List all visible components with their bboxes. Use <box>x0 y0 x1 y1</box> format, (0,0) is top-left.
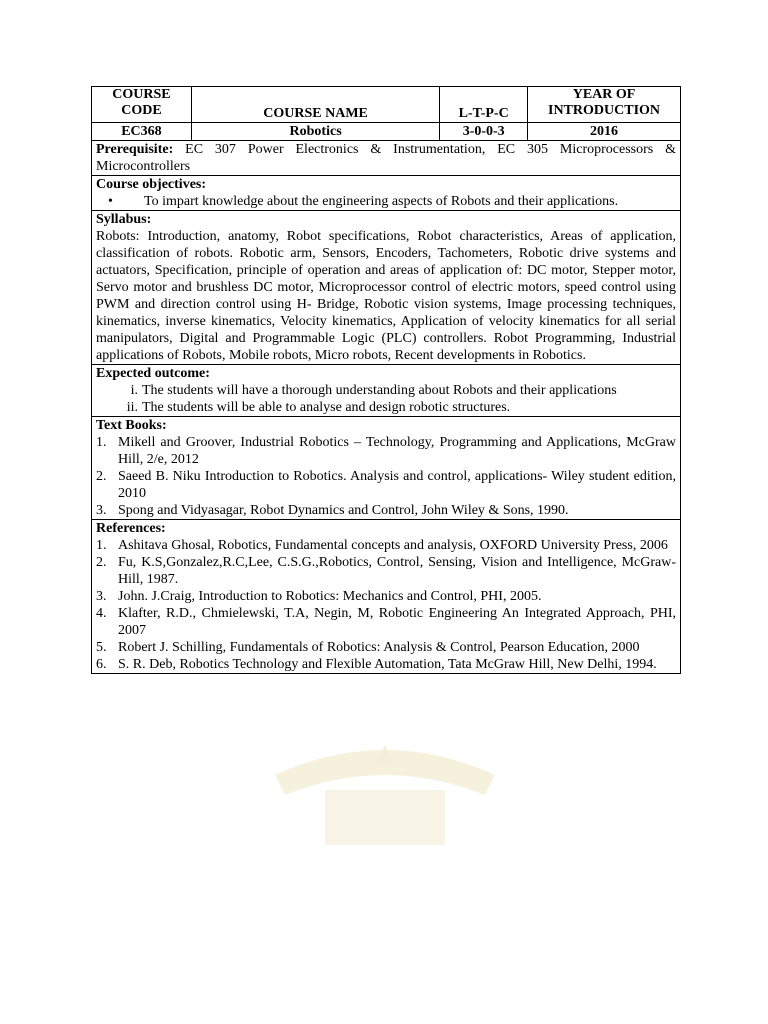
outcome-row <box>92 365 681 417</box>
reference-text: Ashitava Ghosal, Robotics, Fundamental concepts and analysis, OXFORD University Press, 2006 <box>118 538 668 553</box>
outcome-item <box>96 399 676 416</box>
university-emblem-watermark <box>265 735 505 845</box>
textbook-number: 1. <box>96 435 107 450</box>
reference-text: Robert J. Schilling, Fundamentals of Robotics: Analysis & Control, Pearson Education, 2000 <box>118 640 640 655</box>
reference-item <box>96 554 676 588</box>
reference-text: Fu, K.S,Gonzalez,R.C,Lee, C.S.G.,Robotics, Control, Sensing, Vision and Intelligence, McGraw-Hill, 1987. <box>118 555 676 587</box>
textbooks-cell <box>92 417 681 520</box>
reference-number: 2. <box>96 555 107 570</box>
bullet-icon: • <box>108 194 113 209</box>
reference-item <box>96 588 676 605</box>
outcome-number: ii. <box>126 400 138 415</box>
course-name-value: Robotics <box>191 123 439 141</box>
prerequisite-row <box>92 141 681 176</box>
reference-item <box>96 639 676 656</box>
header-ltpc: L-T-P-C <box>440 87 528 123</box>
textbook-text: Spong and Vidyasagar, Robot Dynamics and Control, John Wiley & Sons, 1990. <box>118 503 569 518</box>
references-label: References: <box>96 521 166 536</box>
outcome-label: Expected outcome: <box>96 366 210 381</box>
syllabus-cell <box>92 211 681 365</box>
reference-number: 3. <box>96 589 107 604</box>
objectives-label: Course objectives: <box>96 177 207 192</box>
header-year-of-introduction: YEAR OF INTRODUCTION <box>528 87 681 123</box>
reference-item <box>96 537 676 554</box>
objective-item <box>96 193 676 210</box>
outcome-cell <box>92 365 681 417</box>
objectives-cell <box>92 176 681 211</box>
reference-item <box>96 656 676 673</box>
prerequisite-text: EC 307 Power Electronics & Instrumentation, EC 305 Microprocessors & Microcontrollers <box>96 142 676 174</box>
textbooks-label: Text Books: <box>96 418 167 433</box>
outcome-number: i. <box>130 383 138 398</box>
reference-item <box>96 605 676 639</box>
reference-number: 6. <box>96 657 107 672</box>
course-ltpc-value: 3-0-0-3 <box>440 123 528 141</box>
reference-number: 4. <box>96 606 107 621</box>
outcome-text: The students will be able to analyse and design robotic structures. <box>142 400 511 415</box>
objectives-row <box>92 176 681 211</box>
header-course-name: COURSE NAME <box>191 87 439 123</box>
textbook-item <box>96 468 676 502</box>
textbook-item <box>96 502 676 519</box>
syllabus-label: Syllabus: <box>96 212 152 227</box>
course-code-value: EC368 <box>92 123 192 141</box>
outcome-text: The students will have a thorough understanding about Robots and their applications <box>142 383 617 398</box>
header-course-code: COURSE CODE <box>92 87 192 123</box>
reference-number: 5. <box>96 640 107 655</box>
reference-text: Klafter, R.D., Chmielewski, T.A, Negin, M, Robotic Engineering An Integrated Approach, PHI, 2007 <box>118 606 676 638</box>
prerequisite-label: Prerequisite: <box>96 142 174 157</box>
references-cell <box>92 520 681 674</box>
textbook-text: Mikell and Groover, Industrial Robotics – Technology, Programming and Applications, McGraw Hill, 2/e, 2012 <box>118 435 676 467</box>
textbooks-row <box>92 417 681 520</box>
textbook-number: 2. <box>96 469 107 484</box>
syllabus-text: Robots: Introduction, anatomy, Robot specifications, Robot characteristics, Areas of application, classification of robots. Robotic arm, Sensors, Encoders, Tachometers, Robotic drive systems and actuators, Specification, principle of operation and areas of application of: DC motor, Stepper motor, Servo motor and brushless DC motor, Microprocessor control of electric motors, speed control using PWM and direction control using H- Bridge, Robotic vision systems, Image processing techniques, kinematics, inverse kinematics, Velocity kinematics, Application of velocity kinematics for all serial manipulators, Digital and Programmable Logic (PLC) controllers. Robot Programming, Industrial applications of Robots, Mobile robots, Micro robots, Recent developments in Robotics. <box>96 229 676 363</box>
textbook-text: Saeed B. Niku Introduction to Robotics. Analysis and control, applications- Wiley student edition, 2010 <box>118 469 676 501</box>
references-row <box>92 520 681 674</box>
course-values-row <box>92 123 681 141</box>
reference-text: S. R. Deb, Robotics Technology and Flexible Automation, Tata McGraw Hill, New Delhi, 1994. <box>118 657 657 672</box>
prerequisite-cell <box>92 141 681 176</box>
textbook-number: 3. <box>96 503 107 518</box>
reference-text: John. J.Craig, Introduction to Robotics: Mechanics and Control, PHI, 2005. <box>118 589 542 604</box>
course-year-value: 2016 <box>528 123 681 141</box>
outcome-item <box>96 382 676 399</box>
reference-number: 1. <box>96 538 107 553</box>
objective-text: To impart knowledge about the engineering aspects of Robots and their applications. <box>144 194 619 209</box>
course-syllabus-table <box>91 86 681 674</box>
syllabus-row <box>92 211 681 365</box>
header-row <box>92 87 681 123</box>
textbook-item <box>96 434 676 468</box>
